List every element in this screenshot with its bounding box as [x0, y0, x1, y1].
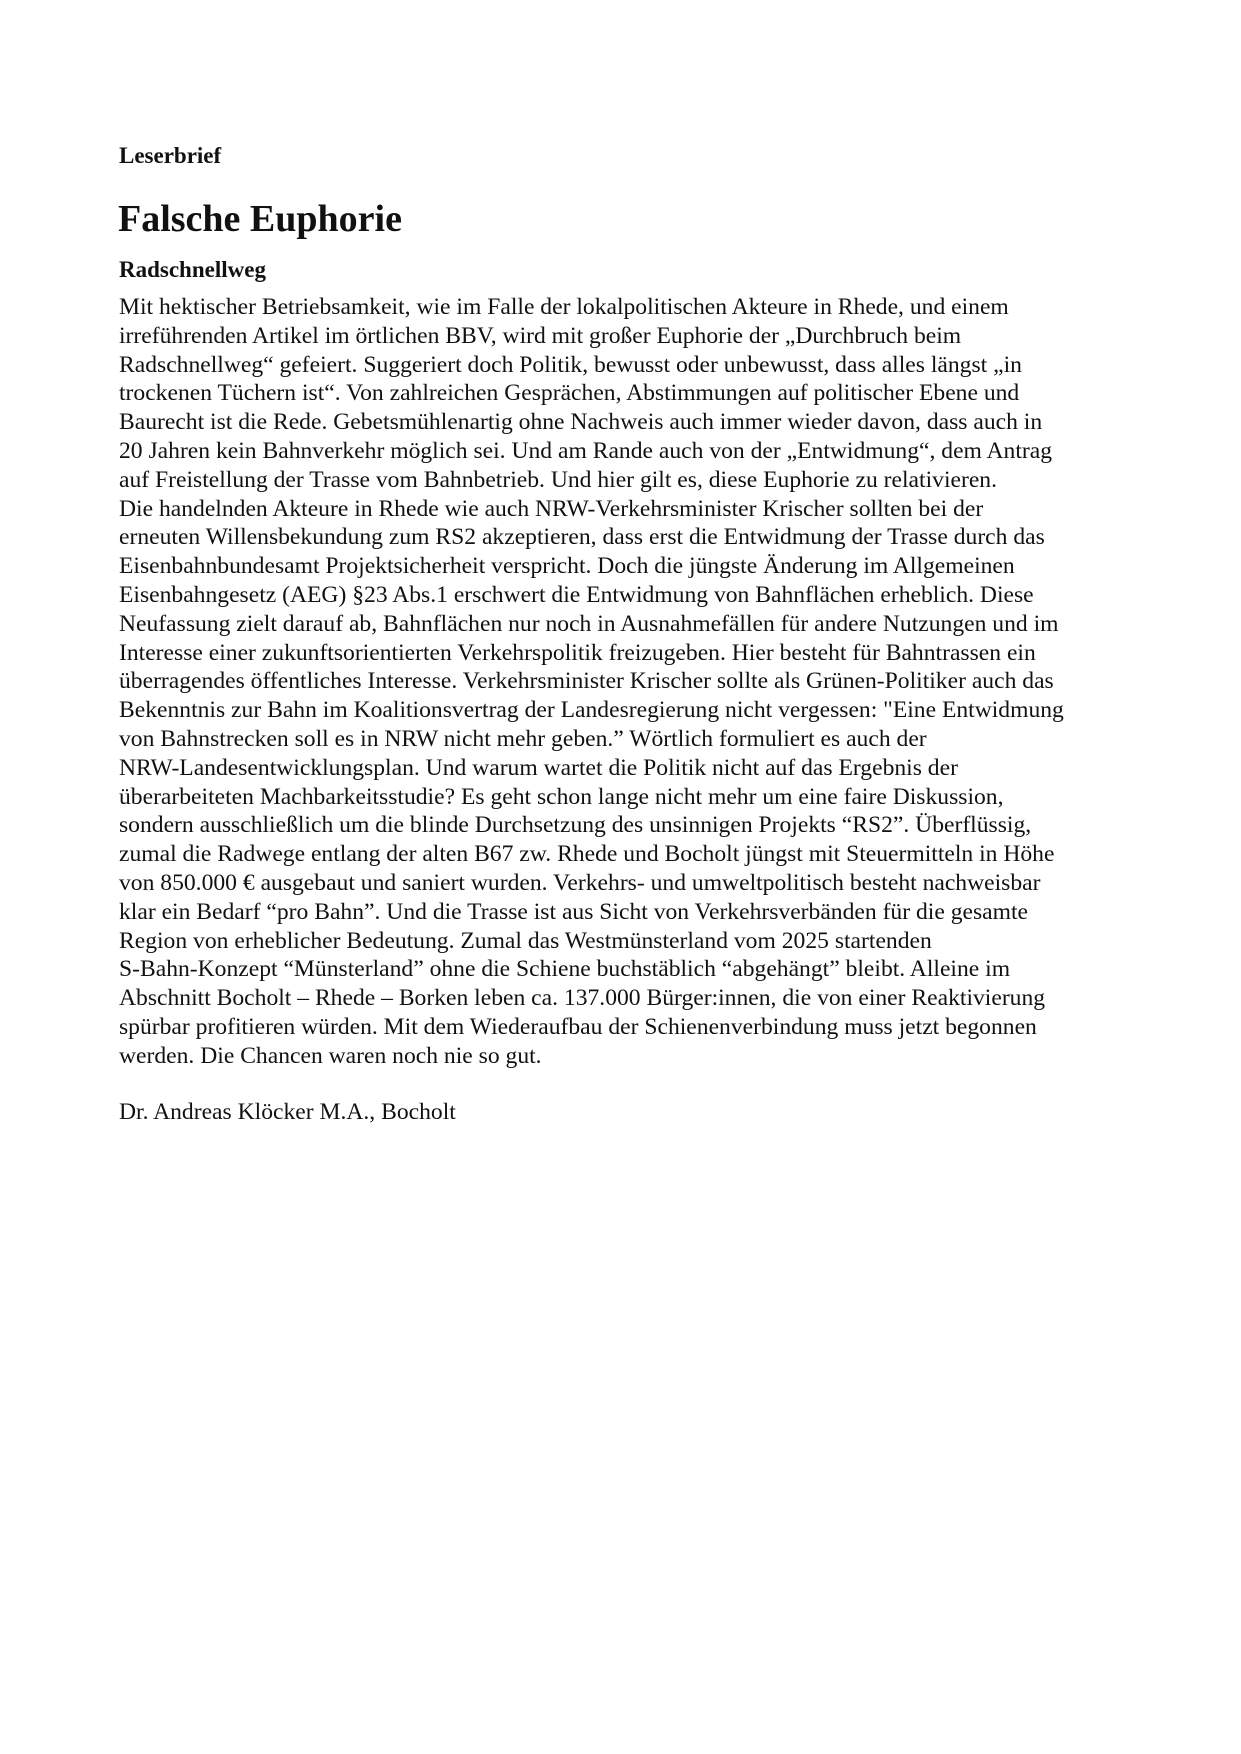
body-line: S-Bahn-Konzept “Münsterland” ohne die Schiene buchstäblich “abgehängt” bleibt. Alleine im: [119, 956, 1011, 983]
body-line: Mit hektischer Betriebsamkeit, wie im Falle der lokalpolitischen Akteure in Rhede, und einem: [119, 294, 1009, 320]
body-line: werden. Die Chancen waren noch nie so gut.: [119, 1042, 542, 1069]
letter-kicker: Leserbrief: [119, 143, 222, 168]
letter-signature: Dr. Andreas Klöcker M.A., Bocholt: [119, 1099, 456, 1125]
body-line: Die handelnden Akteure in Rhede wie auch NRW-Verkehrsminister Krischer sollten bei der: [119, 495, 984, 522]
body-line: Radschnellweg“ gefeiert. Suggeriert doch Politik, bewusst oder unbewusst, dass alles längst „in: [119, 351, 1022, 378]
letter-body: [119, 293, 1159, 1071]
body-line: sondern ausschließlich um die blinde Durchsetzung des unsinnigen Projekts “RS2”. Überflüssig,: [119, 812, 1032, 839]
body-line: überragendes öffentliches Interesse. Verkehrsminister Krischer sollte als Grünen-Politiker auch das: [119, 668, 1054, 695]
body-line: klar ein Bedarf “pro Bahn”. Und die Trasse ist aus Sicht von Verkehrsverbänden für die gesamte: [119, 898, 1029, 925]
body-line: spürbar profitieren würden. Mit dem Wiederaufbau der Schienenverbindung muss jetzt begonnen: [119, 1013, 1037, 1040]
body-line: erneuten Willensbekundung zum RS2 akzeptieren, dass erst die Entwidmung der Trasse durch das: [119, 524, 1045, 551]
letter-subtitle: Radschnellweg: [119, 257, 266, 282]
body-line: 20 Jahren kein Bahnverkehr möglich sei. Und am Rande auch von der „Entwidmung“, dem Antrag: [119, 437, 1053, 464]
body-line: Eisenbahnbundesamt Projektsicherheit verspricht. Doch die jüngste Änderung im Allgemeinen: [119, 553, 1015, 580]
body-line: Region von erheblicher Bedeutung. Zumal das Westmünsterland vom 2025 startenden: [119, 927, 932, 954]
body-line: irreführenden Artikel im örtlichen BBV, wird mit großer Euphorie der „Durchbruch beim: [119, 322, 962, 349]
body-line: auf Freistellung der Trasse vom Bahnbetrieb. Und hier gilt es, diese Euphorie zu relativieren.: [119, 466, 997, 493]
body-line: Eisenbahngesetz (AEG) §23 Abs.1 erschwert die Entwidmung von Bahnflächen erheblich. Diese: [119, 581, 1034, 608]
body-line: NRW-Landesentwicklungsplan. Und warum wartet die Politik nicht auf das Ergebnis der: [119, 754, 958, 781]
body-line: überarbeiteten Machbarkeitsstudie? Es geht schon lange nicht mehr um eine faire Diskussion,: [119, 783, 1004, 810]
body-line: Abschnitt Bocholt – Rhede – Borken leben ca. 137.000 Bürger:innen, die von einer Reaktivierung: [119, 985, 1046, 1012]
body-line: Bekenntnis zur Bahn im Koalitionsvertrag der Landesregierung nicht vergessen: "Eine Entwidmung: [119, 697, 1064, 724]
body-line: von Bahnstrecken soll es in NRW nicht mehr geben.” Wörtlich formuliert es auch der: [119, 725, 927, 752]
letter-title: Falsche Euphorie: [118, 198, 402, 240]
body-line: trockenen Tüchern ist“. Von zahlreichen Gesprächen, Abstimmungen auf politischer Ebene und: [119, 380, 1020, 407]
body-line: von 850.000 € ausgebaut und saniert wurden. Verkehrs- und umweltpolitisch besteht nachweisbar: [119, 869, 1041, 896]
body-line: Interesse einer zukunftsorientierten Verkehrspolitik freizugeben. Hier besteht für Bahntrassen ein: [119, 639, 1036, 666]
body-line: Baurecht ist die Rede. Gebetsmühlenartig ohne Nachweis auch immer wieder davon, dass auch in: [119, 409, 1043, 436]
body-line: zumal die Radwege entlang der alten B67 zw. Rhede und Bocholt jüngst mit Steuermitteln in Höhe: [119, 841, 1055, 868]
body-line: Neufassung zielt darauf ab, Bahnflächen nur noch in Ausnahmefällen für andere Nutzungen und im: [119, 610, 1059, 637]
